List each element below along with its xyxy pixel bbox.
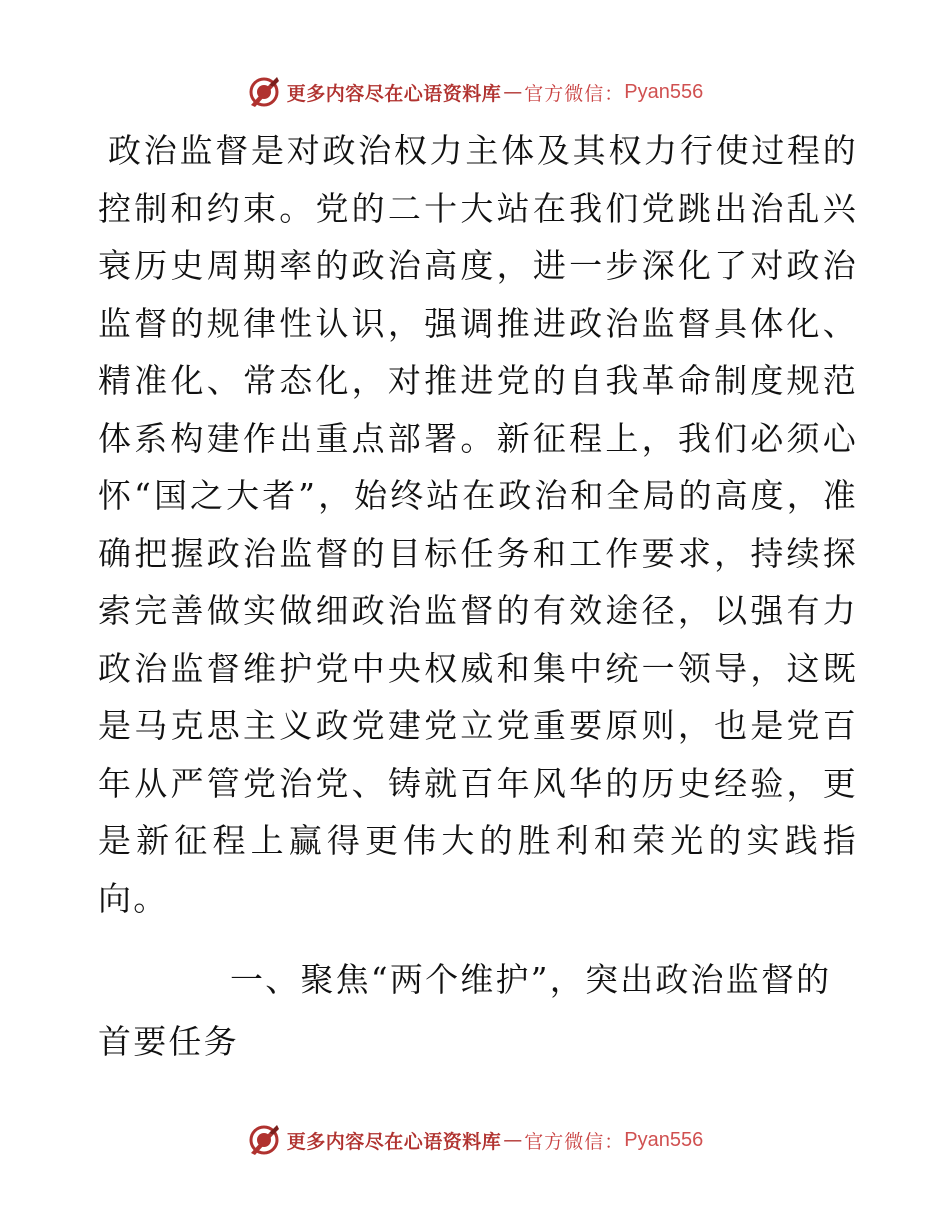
pen-logo-icon — [247, 1123, 281, 1157]
header-watermark — [0, 72, 950, 112]
document-body — [98, 122, 858, 1073]
header-dash: — — [503, 81, 523, 103]
footer-site-text: 更多内容尽在心语资料库 — [286, 1130, 502, 1153]
footer-dash: — — [503, 1129, 523, 1151]
header-wechat-label: 官方微信： — [524, 82, 625, 105]
header-wechat-handle: Pyan556 — [624, 80, 704, 103]
footer-wechat-handle: Pyan556 — [624, 1128, 704, 1151]
pen-logo-icon — [247, 75, 281, 109]
section-heading: 一、聚焦“两个维护”，突出政治监督的首要任务 — [98, 960, 832, 1061]
footer-wechat-label: 官方微信： — [524, 1130, 625, 1153]
header-site-text: 更多内容尽在心语资料库 — [286, 82, 502, 105]
footer-watermark — [0, 1120, 950, 1160]
body-paragraph: 政治监督是对政治权力主体及其权力行使过程的控制和约束。党的二十大站在我们党跳出治乱兴衰历史周期率的政治高度，进一步深化了对政治监督的规律性认识，强调推进政治监督具体化、精准化、常态化，对推进党的自我革命制度规范体系构建作出重点部署。新征程上，我们必须心怀“国之大者”，始终站在政治和全局的高度，准确把握政治监督的目标任务和工作要求，持续探索完善做实做细政治监督的有效途径，以强有力政治监督维护党中央权威和集中统一领导，这既是马克思主义政党建党立党重要原则，也是党百年从严管党治党、铸就百年风华的历史经验，更是新征程上赢得更伟大的胜利和荣光的实践指向。 — [98, 131, 858, 918]
